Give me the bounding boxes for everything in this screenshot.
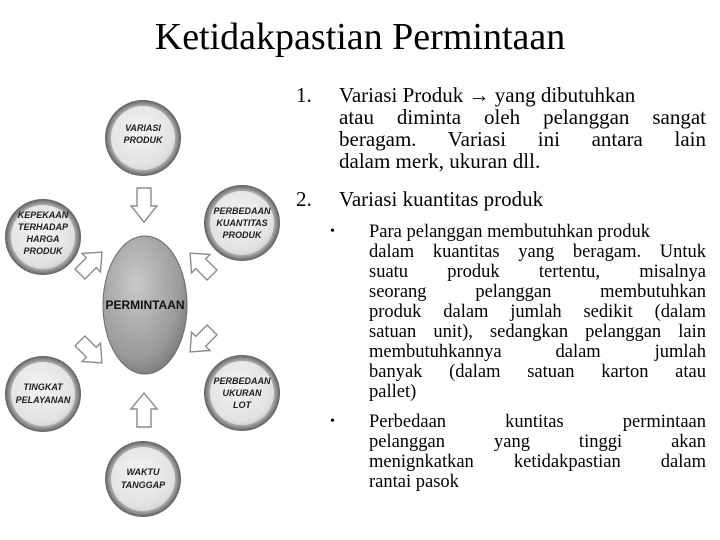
node-tingkat-pelayanan <box>5 356 81 432</box>
bullet-1-line: seorang pelanggan membutuhkan <box>369 282 706 302</box>
node-label: PERBEDAAN <box>213 376 271 386</box>
list-item-1-line: beragam. Variasi ini antara lain <box>339 127 706 151</box>
list-item-1-lead: Variasi Produk <box>339 83 464 107</box>
bullet-1-line: produk dalam jumlah sedikit (dalam <box>369 302 706 322</box>
list-item-2-text: Variasi kuantitas produk <box>339 187 544 211</box>
node-waktu-tanggap <box>105 441 181 517</box>
list-item-1-line: dalam merk, ukuran dll. <box>339 149 541 173</box>
bullet-1-line: suatu produk tertentu, misalnya <box>369 262 706 282</box>
node-label: PRODUK <box>23 246 63 256</box>
bullet-1-line: pallet) <box>369 382 417 402</box>
bullet-1-line: banyak (dalam satuan karton atau <box>369 362 706 382</box>
node-label: WAKTU <box>126 467 160 477</box>
list-number: 1. <box>296 83 312 107</box>
node-label: PELAYANAN <box>15 395 71 405</box>
list-number: 2. <box>296 187 312 211</box>
node-label: PRODUK <box>222 230 262 240</box>
bullet-2-line: pelanggan yang tinggi akan <box>369 432 706 452</box>
node-label: UKURAN <box>222 388 262 398</box>
arrow-right-icon: → <box>468 83 490 107</box>
node-perbedaan-kuantitas-produk <box>204 185 280 261</box>
bullet-2-line: menignkatkan ketidakpastian dalam <box>369 452 706 472</box>
arrow-down-left-icon <box>181 244 221 284</box>
arrow-down-icon <box>131 188 157 222</box>
center-label: PERMINTAAN <box>105 298 185 312</box>
node-kepekaan-harga-produk <box>5 199 81 275</box>
node-label: TERHADAP <box>17 222 69 232</box>
node-label: HARGA <box>26 234 60 244</box>
slide-title: Ketidakpastian Permintaan <box>154 16 566 58</box>
list-item-1-line: atau diminta oleh pelanggan sangat <box>339 105 706 129</box>
bullet-2-line: Perbedaan kuntitas permintaan <box>369 412 706 432</box>
bullet-icon: • <box>330 224 335 239</box>
node-variasi-produk <box>105 100 181 176</box>
node-label: KUANTITAS <box>216 218 268 228</box>
bullet-1-line: Para pelanggan membutuhkan produk <box>369 222 651 242</box>
list-item-1-first-line <box>339 84 635 106</box>
arrow-up-icon <box>131 393 157 427</box>
node-label: LOT <box>233 400 251 410</box>
list-item-1-line: yang dibutuhkan <box>494 83 636 107</box>
bullet-2-line: rantai pasok <box>369 472 459 492</box>
bullet-1-line: dalam kuantitas yang beragam. Untuk <box>369 242 706 262</box>
node-label: PERBEDAAN <box>213 206 271 216</box>
node-label: PRODUK <box>123 135 163 145</box>
center-node <box>103 236 187 374</box>
node-label: TINGKAT <box>23 382 63 392</box>
bullet-1-line: membutuhkannya dalam jumlah <box>369 342 706 362</box>
node-label: VARIASI <box>125 123 161 133</box>
node-perbedaan-ukuran-lot <box>204 355 280 431</box>
bullet-1-line: satuan unit), sedangkan pelanggan lain <box>369 322 706 342</box>
node-label: KEPEKAAN <box>17 210 69 220</box>
bullet-icon: • <box>330 414 335 429</box>
node-label: TANGGAP <box>120 480 166 490</box>
arrow-up-left-icon <box>181 321 221 361</box>
arrow-up-right-icon <box>71 332 111 372</box>
